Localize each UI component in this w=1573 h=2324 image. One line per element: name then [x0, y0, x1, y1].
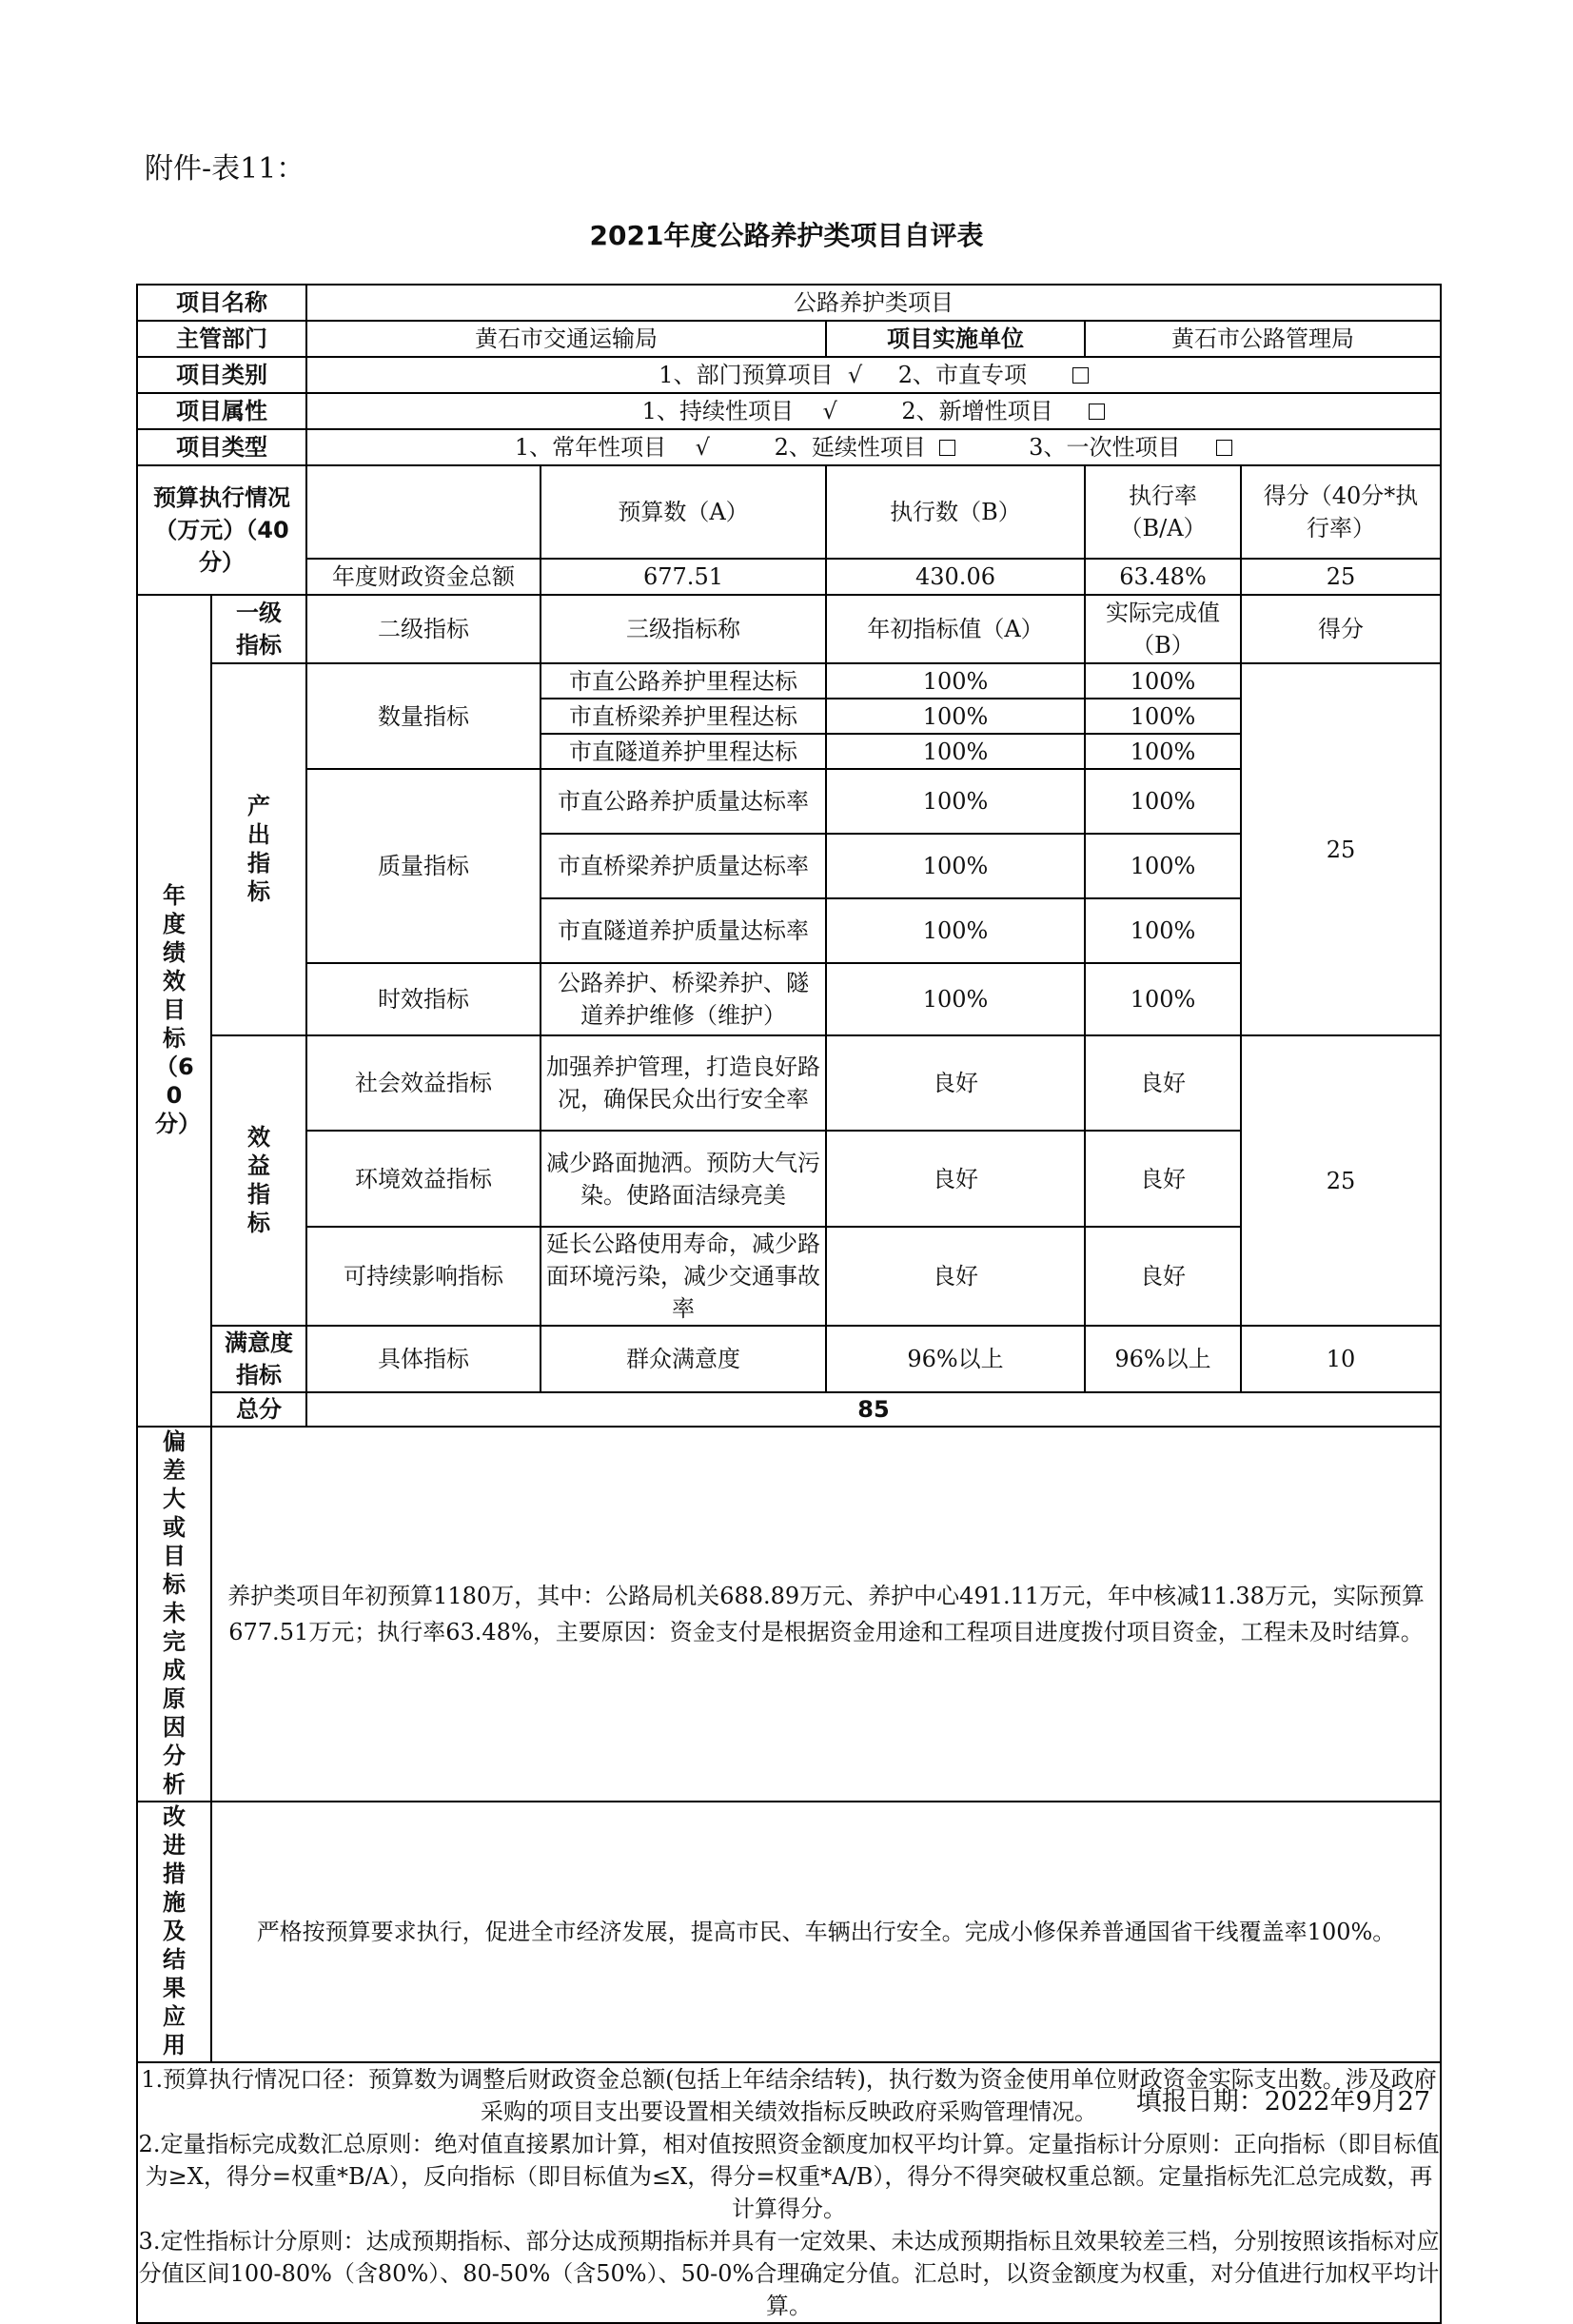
social-row-name: 加强养护管理，打造良好路况，确保民众出行安全率 [541, 1035, 826, 1131]
budget-value: 677.51 [541, 559, 826, 595]
budget-label: 预算执行情况（万元）（40分） [137, 465, 306, 595]
env-row-actual: 良好 [1085, 1131, 1241, 1227]
quality-row-actual: 100% [1085, 769, 1241, 834]
social-row-target: 良好 [826, 1035, 1085, 1131]
note-item: 3.定性指标计分原则：达成预期指标、部分达成预期指标并具有一定效果、未达成预期指标且效果较差三档，分别按照该指标对应分值区间100-80%（含80%）、80-50%（含50%）、50-0%合理确定分值。汇总时，以资金额度为权重，对分值进行加权平均计算。 [138, 2228, 1440, 2319]
budget-col-score: 得分（40分*执行率） [1241, 465, 1441, 559]
budget-blank [306, 465, 541, 559]
qty-row-name: 市直公路养护里程达标 [541, 663, 826, 699]
time-row-actual: 100% [1085, 963, 1241, 1035]
deviation-label: 偏差大或目标未完成原因分析 [137, 1427, 211, 1802]
qty-row-name: 市直桥梁养护里程达标 [541, 699, 826, 734]
sustain-label: 可持续影响指标 [306, 1227, 541, 1326]
satisfaction-label: 满意度指标 [211, 1326, 306, 1392]
attr-option-1: 1、持续性项目 √ [641, 398, 837, 424]
output-score: 25 [1241, 663, 1441, 1035]
evaluation-table [136, 284, 1442, 2324]
type-label: 项目类型 [137, 429, 306, 465]
perf-h-level2: 二级指标 [306, 595, 541, 663]
env-label: 环境效益指标 [306, 1131, 541, 1227]
satisfaction-row-target: 96%以上 [826, 1326, 1085, 1392]
qty-row-target: 100% [826, 663, 1085, 699]
budget-col-a: 预算数（A） [541, 465, 826, 559]
quality-row-actual: 100% [1085, 834, 1241, 898]
attr-option-2: 2、新增性项目 [901, 398, 1053, 424]
qty-row-actual: 100% [1085, 663, 1241, 699]
exec-value: 430.06 [826, 559, 1085, 595]
sustain-row-target: 良好 [826, 1227, 1085, 1326]
total-value: 85 [306, 1392, 1441, 1427]
social-label: 社会效益指标 [306, 1035, 541, 1131]
satisfaction-row-actual: 96%以上 [1085, 1326, 1241, 1392]
qty-row-actual: 100% [1085, 699, 1241, 734]
satisfaction-score: 10 [1241, 1326, 1441, 1392]
category-option-1: 1、部门预算项目 √ [659, 362, 863, 388]
category-option-2: 2、市直专项 [897, 362, 1028, 388]
budget-col-b: 执行数（B） [826, 465, 1085, 559]
env-row-target: 良好 [826, 1131, 1085, 1227]
quality-row-target: 100% [826, 898, 1085, 963]
env-row-name: 减少路面抛洒。预防大气污染。使路面洁绿亮美 [541, 1131, 826, 1227]
improve-label: 改进措施及结果应用 [137, 1802, 211, 2062]
qty-row-name: 市直隧道养护里程达标 [541, 734, 826, 769]
quality-row-name: 市直桥梁养护质量达标率 [541, 834, 826, 898]
perf-h-level3: 三级指标称 [541, 595, 826, 663]
budget-score-value: 25 [1241, 559, 1441, 595]
note-item: 1.预算执行情况口径：预算数为调整后财政资金总额(包括上年结余结转)，执行数为资金使用单位财政资金实际支出数。涉及政府采购的项目支出要设置相关绩效指标反映政府采购管理情况。 [141, 2066, 1437, 2125]
improve-text: 严格按预算要求执行，促进全市经济发展，提高市民、车辆出行安全。完成小修保养普通国省干线覆盖率100%。 [211, 1802, 1441, 2062]
time-label: 时效指标 [306, 963, 541, 1035]
impl-unit-value: 黄石市公路管理局 [1085, 321, 1441, 357]
benefit-label: 效益指标 [211, 1035, 306, 1326]
quality-label: 质量指标 [306, 769, 541, 963]
note-item: 2.定量指标完成数汇总原则：绝对值直接累加计算，相对值按照资金额度加权平均计算。定量指标计分原则：正向指标（即目标值为≥X，得分=权重*B/A），反向指标（即目标值为≤X，得分=权重*A/B），得分不得突破权重总额。定量指标先汇总完成数，再计算得分。 [138, 2131, 1440, 2222]
quality-row-actual: 100% [1085, 898, 1241, 963]
checkbox-icon [1216, 440, 1232, 456]
qty-row-target: 100% [826, 734, 1085, 769]
dept-label: 主管部门 [137, 321, 306, 357]
page-title: 2021年度公路养护类项目自评表 [589, 220, 984, 251]
quality-row-target: 100% [826, 834, 1085, 898]
qty-row-actual: 100% [1085, 734, 1241, 769]
checkbox-icon [1072, 367, 1089, 384]
deviation-text: 养护类项目年初预算1180万，其中：公路局机关688.89万元、养护中心491.11万元，年中核减11.38万元，实际预算677.51万元；执行率63.48%，主要原因：资金支付是根据资金用途和工程项目进度拨付项目资金，工程未及时结算。 [211, 1427, 1441, 1802]
checkbox-icon [1089, 404, 1105, 420]
perf-h-score: 得分 [1241, 595, 1441, 663]
exec-rate-value: 63.48% [1085, 559, 1241, 595]
attachment-label: 附件-表11： [145, 152, 305, 186]
project-name-value: 公路养护类项目 [306, 285, 1441, 321]
quality-row-name: 市直公路养护质量达标率 [541, 769, 826, 834]
budget-col-rate: 执行率（B/A） [1085, 465, 1241, 559]
budget-row-label: 年度财政资金总额 [306, 559, 541, 595]
perf-h-target: 年初指标值（A） [826, 595, 1085, 663]
attr-label: 项目属性 [137, 393, 306, 429]
type-option-1: 1、常年性项目 √ [514, 434, 710, 461]
impl-unit-label: 项目实施单位 [826, 321, 1085, 357]
output-label: 产出指标 [211, 663, 306, 1035]
type-option-3: 3、一次性项目 [1029, 434, 1181, 461]
quality-row-name: 市直隧道养护质量达标率 [541, 898, 826, 963]
attr-options [306, 393, 1441, 429]
type-option-2: 2、延续性项目 [774, 434, 926, 461]
qty-row-target: 100% [826, 699, 1085, 734]
sustain-row-actual: 良好 [1085, 1227, 1241, 1326]
time-row-target: 100% [826, 963, 1085, 1035]
category-label: 项目类别 [137, 357, 306, 393]
type-options [306, 429, 1441, 465]
benefit-score: 25 [1241, 1035, 1441, 1326]
time-row-name: 公路养护、桥梁养护、隧道养护维修（维护） [541, 963, 826, 1035]
perf-section-label: 年度绩效目标（60分） [137, 595, 211, 1427]
total-label: 总分 [211, 1392, 306, 1427]
checkbox-icon [939, 440, 955, 456]
quality-row-target: 100% [826, 769, 1085, 834]
project-name-label: 项目名称 [137, 285, 306, 321]
satisfaction-sub: 具体指标 [306, 1326, 541, 1392]
satisfaction-row-name: 群众满意度 [541, 1326, 826, 1392]
dept-value: 黄石市交通运输局 [306, 321, 826, 357]
sustain-row-name: 延长公路使用寿命，减少路面环境污染，减少交通事故率 [541, 1227, 826, 1326]
perf-h-level1: 一级指标 [211, 595, 306, 663]
social-row-actual: 良好 [1085, 1035, 1241, 1131]
category-options [306, 357, 1441, 393]
fill-date: 填报日期：2022年9月27 [1135, 2087, 1430, 2117]
perf-h-actual: 实际完成值（B） [1085, 595, 1241, 663]
qty-label: 数量指标 [306, 663, 541, 769]
